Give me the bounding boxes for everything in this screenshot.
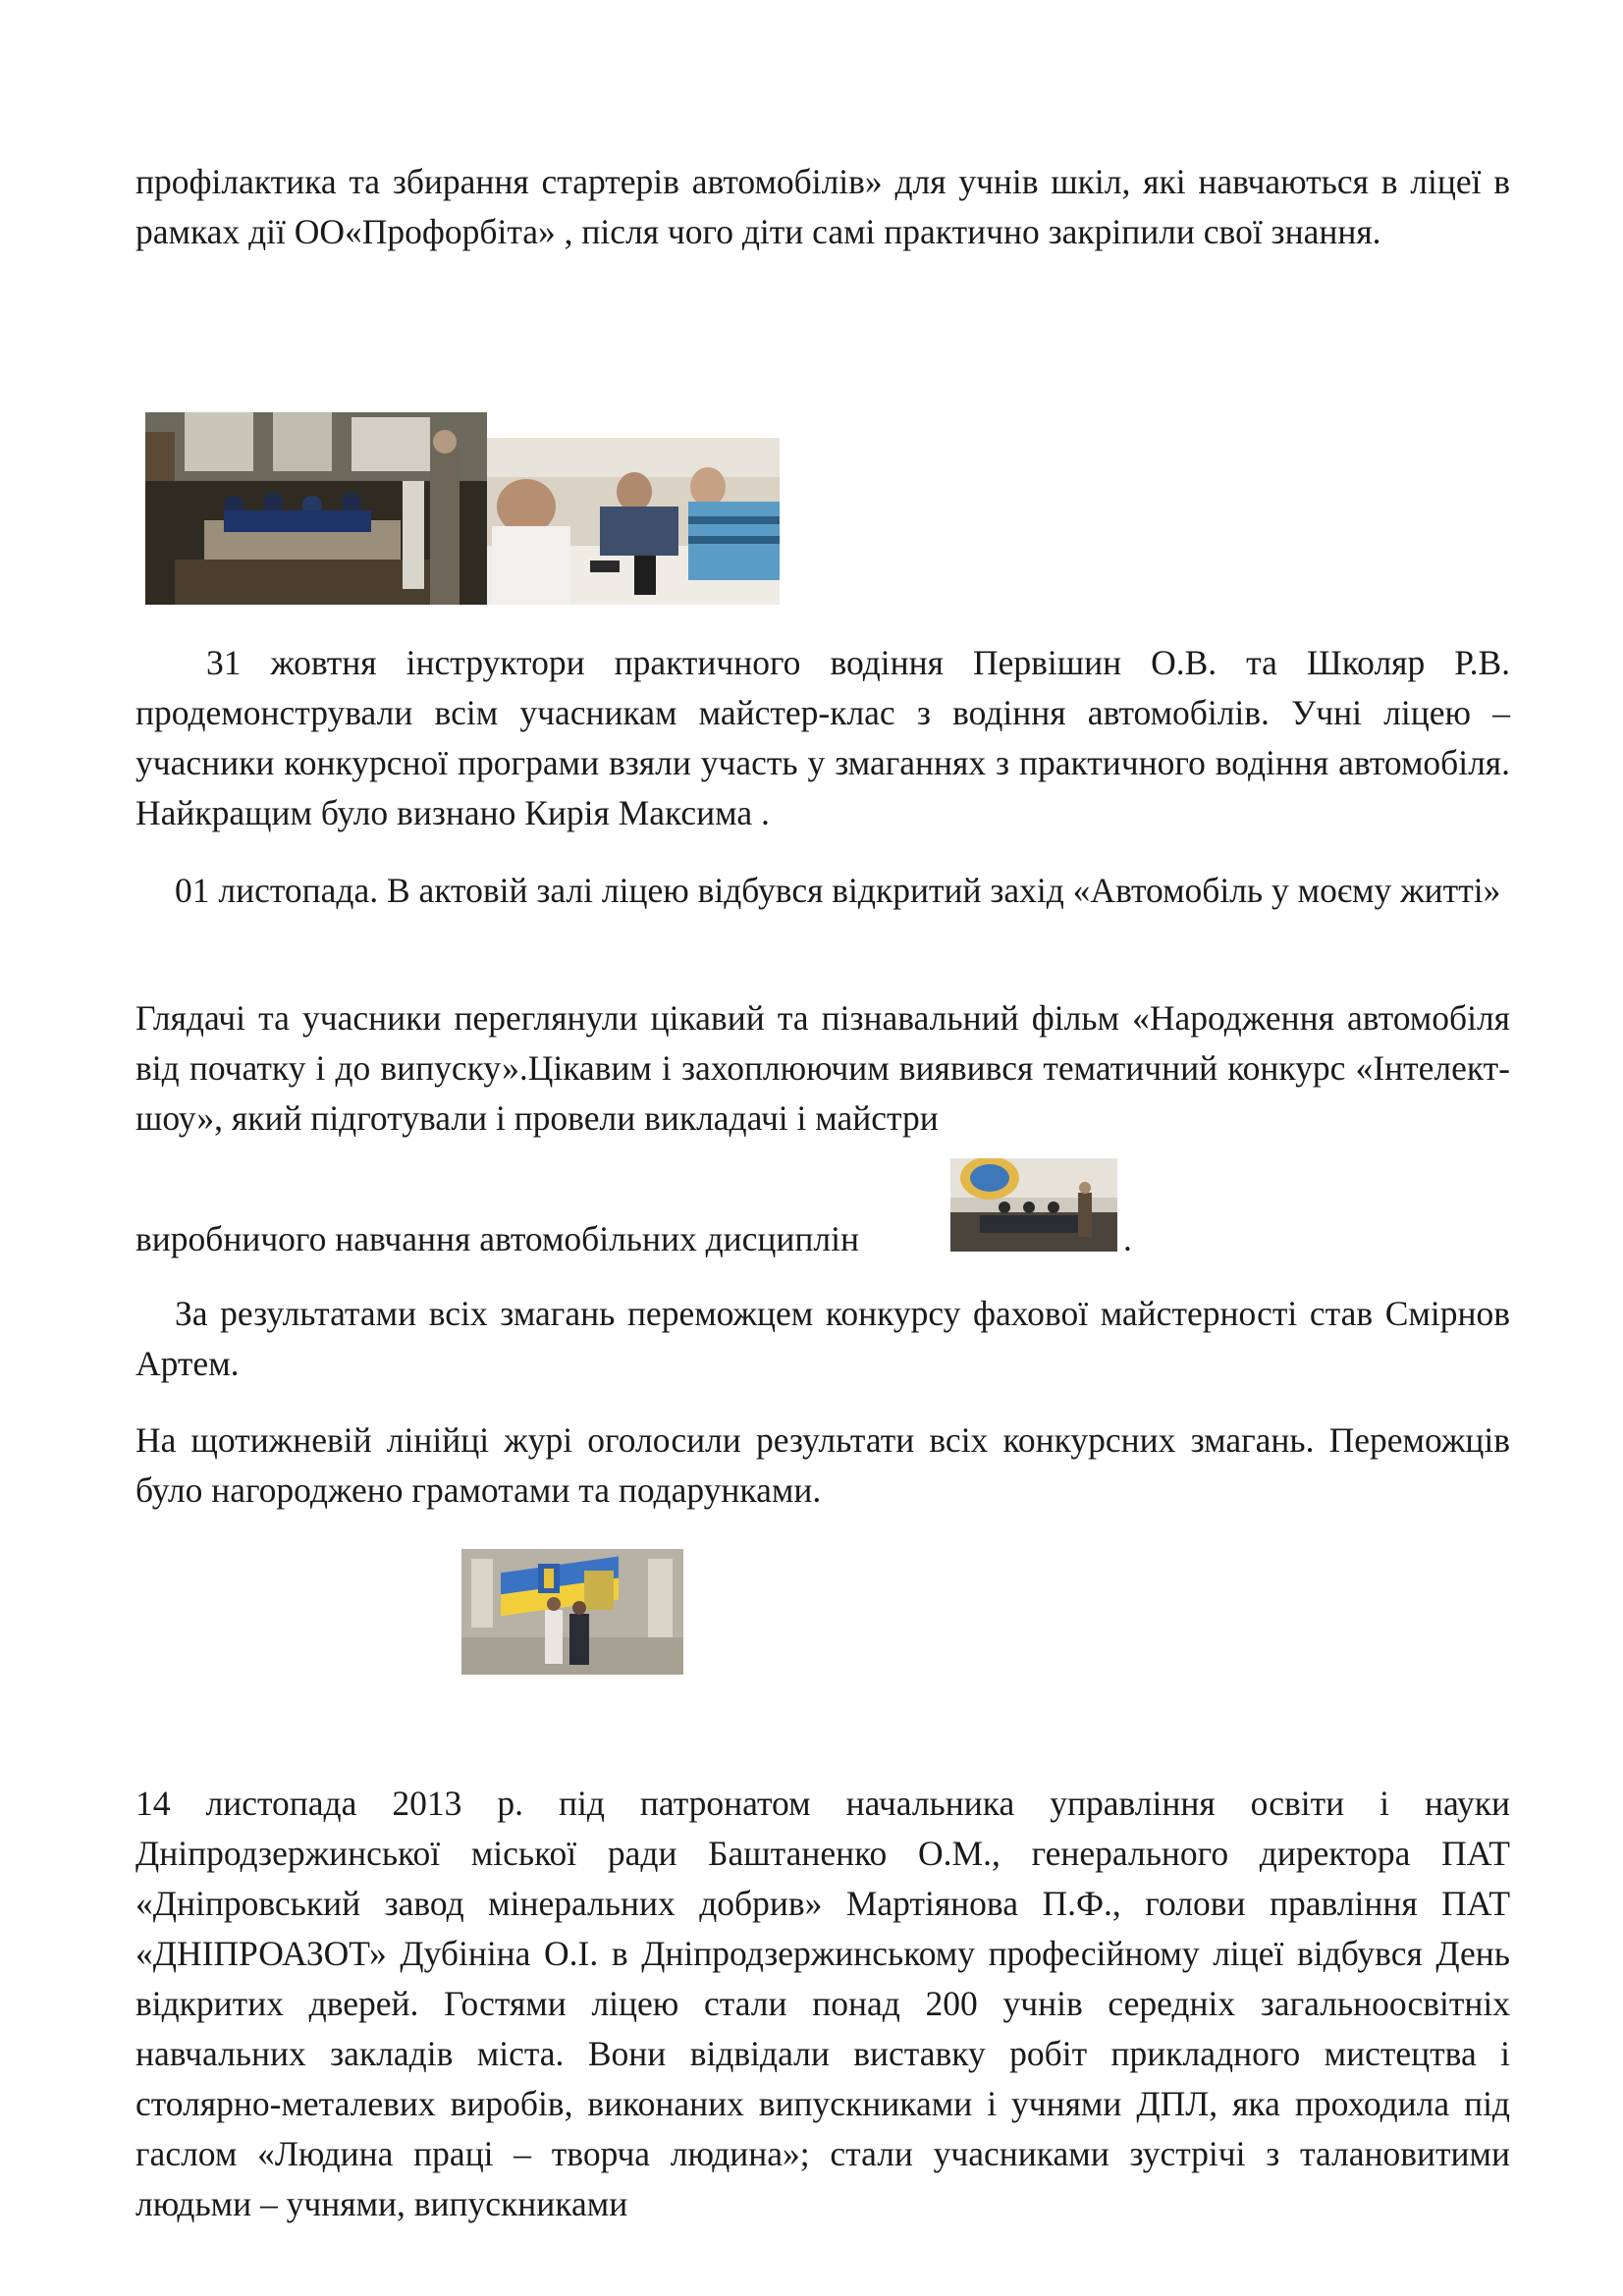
paragraph-film-show: Глядачі та учасники переглянули цікавий та пізнавальний фільм «Народження автомобіля від початку і до випуску».Цікавим і захоплюючим виявився тематичний конкурс «Інтелект-шоу», який підготували і провели викладачі і майстри — [135, 998, 1510, 1138]
paragraph-awards: На щотижневій лінійці журі оголосили результати всіх конкурсних змагань. Переможців було нагороджено грамотами та подарунками. — [135, 1420, 1510, 1510]
award-ceremony-photo — [461, 1549, 683, 1675]
tail-text: виробничого навчання автомобільних дисциплін — [135, 1219, 860, 1258]
paragraph-driving-masterclass: 31 жовтня інструктори практичного водіння Первішин О.В. та Школяр Р.В. продемонстрували всім учасникам майстер-клас з водіння автомобілів. Учні ліцею – учасники конкурсної програми взяли участь у змаганнях з практичного водіння автомобіля. Найкращим було визнано Кирія Максима . — [135, 643, 1510, 832]
paragraph-period: . — [1123, 1219, 1132, 1258]
paragraph-open-day: 14 листопада 2013 р. під патронатом начальника управління освіти і науки Дніпродзержинської міської ради Баштаненко О.М., генерального директора ПАТ «Дніпровський завод мінеральних добрив» Мартіянова П.Ф., голови правління ПАТ «ДНІПРОАЗОТ» Дубініна О.І. в Дніпродзержинському професійному ліцеї відбувся День відкритих дверей. Гостями ліцею стали понад 200 учнів середніх загальноосвітніх навчальних закладів міста. Вони відвідали виставку робіт прикладного мистецтва і столярно-металевих виробів, виконаних випускниками і учнями ДПЛ, яка проходила під гаслом «Людина праці – творча людина»; стали учасниками зустрічі з талановитими людьми – учнями, випускниками — [135, 1784, 1510, 2223]
paragraph-starters-lesson: профілактика та збирання стартерів автомобілів» для учнів шкіл, які навчаються в ліцеї в рамках дії ОО«Профорбіта» , після чого діти самі практично закріпили свої знання. — [135, 162, 1510, 251]
students-workshop-photo — [487, 438, 780, 605]
classroom-photo — [145, 412, 487, 605]
paragraph-open-event: 01 листопада. В актовій залі ліцею відбувся відкритий захід «Автомобіль у моєму житті» — [175, 871, 1501, 910]
paragraph-film-show-tail — [135, 1214, 859, 1264]
paragraph-winner: За результатами всіх змагань переможцем конкурсу фахової майстерності став Смірнов Артем. — [135, 1294, 1510, 1383]
assembly-hall-photo — [950, 1158, 1117, 1252]
